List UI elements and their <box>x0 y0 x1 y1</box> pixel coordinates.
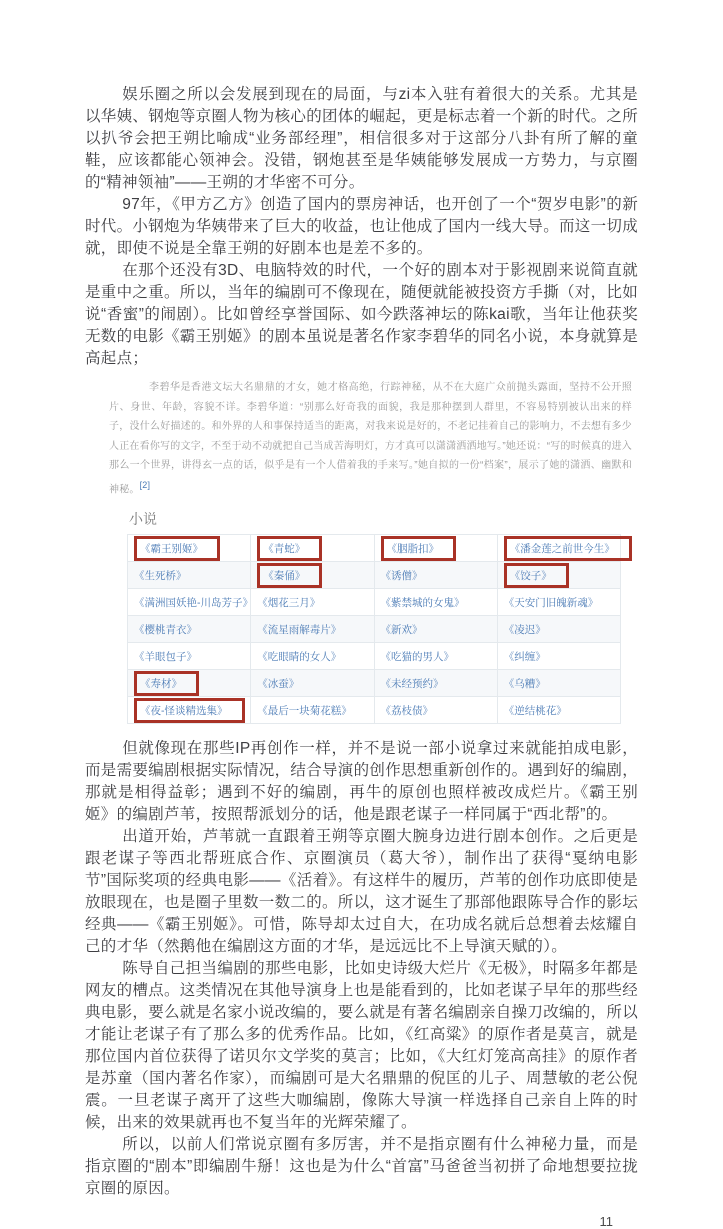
quote-text: 李碧华是香港文坛大名鼎鼎的才女，她才格高绝，行踪神秘，从不在大庭广众前抛头露面，坚持不公开照片、身世、年龄，容貌不详。李碧华道：“别那么好奇我的面貌，我是那种摆到人群里，不容易特别被认出来的样子，没什么好描述的。和外界的人和事保持适当的距离，对我来说是好的，不老记挂着自己的影响力，不去想有多少人正在看你写的文字，不至于动不动就把自己当成苦海明灯，方才真可以潇潇洒洒地写。”她还说：“写的时候真的进入那么一个世界，讲得玄一点的话，似乎是有一个人借着我的手来写。”她自拟的一份“档案”，展示了她的潇洒、幽默和神秘。 <box>109 382 632 495</box>
novel-cell <box>128 616 251 643</box>
novel-link[interactable]: 《逆结桃花》 <box>503 704 567 717</box>
quote-block <box>109 378 632 499</box>
novel-cell <box>374 562 497 589</box>
page-number: 11 <box>599 1214 613 1229</box>
novel-link[interactable]: 《纠缠》 <box>503 650 546 663</box>
novel-link[interactable]: 《羊眼包子》 <box>134 650 197 663</box>
novel-link-highlighted[interactable]: 《霸王别姬》 <box>134 536 220 561</box>
novel-cell <box>251 535 374 562</box>
novel-link[interactable]: 《荔枝债》 <box>380 704 433 717</box>
novel-cell <box>497 589 620 616</box>
novel-link[interactable]: 《最后一块菊花糕》 <box>257 704 352 717</box>
paragraph-6: 陈导自己担当编剧的那些电影，比如史诗级大烂片《无极》，时隔多年都是网友的槽点。这类情况在其他导演身上也是能看到的，比如老谋子早年的那些经典电影，要么就是名家小说改编的，要么就是有著名编剧亲自操刀改编的，所以才能让老谋子有了那么多的优秀作品。比如，《红高粱》的原作者是莫言，就是那位国内首位获得了诺贝尔文学奖的莫言；比如，《大红灯笼高高挂》的原作者是苏童（国内著名作家），而编剧可是大名鼎鼎的倪匡的儿子、周慧敏的老公倪震。一旦老谋子离开了这些大咖编剧，像陈大导演一样选择自己亲自上阵的时候，出来的效果就再也不复当年的光辉荣耀了。 <box>85 960 639 1132</box>
novel-cell <box>251 670 374 697</box>
novel-cell <box>497 670 620 697</box>
novel-cell <box>128 562 251 589</box>
novel-link-highlighted[interactable]: 《潘金莲之前世今生》 <box>504 536 632 561</box>
novel-link-highlighted[interactable]: 《秦俑》 <box>257 563 322 588</box>
paragraph-3: 在那个还没有3D、电脑特效的时代，一个好的剧本对于影视剧来说简直就是重中之重。所以，当年的编剧可不像现在，随便就能被投资方手撕（对，比如说“香蜜”的闹剧）。比如曾经享誉国际、如今跌落神坛的陈kai歌，当年让他获奖无数的电影《霸王别姬》的剧本虽说是著名作家李碧华的同名小说，本身就算是高起点； <box>85 262 639 367</box>
novel-cell <box>251 562 374 589</box>
novel-link[interactable]: 《乌糟》 <box>503 677 546 690</box>
novel-link-highlighted[interactable]: 《胭脂扣》 <box>381 536 457 561</box>
novel-link[interactable]: 《新欢》 <box>380 623 423 636</box>
novel-cell <box>374 670 497 697</box>
novel-link[interactable]: 《吃猫的男人》 <box>380 650 454 663</box>
novel-cell <box>497 535 620 562</box>
novels-table <box>127 534 621 724</box>
paragraph-7: 所以，以前人们常说京圈有多厉害，并不是指京圈有什么神秘力量，而是指京圈的“剧本”即编剧牛掰！这也是为什么“首富”马爸爸当初拼了命地想要拉拢京圈的原因。 <box>85 1136 638 1198</box>
novel-cell <box>497 697 620 724</box>
novels-table-section <box>127 509 638 724</box>
novel-link-highlighted[interactable]: 《饺子》 <box>504 563 569 588</box>
paragraph-2: 97年，《甲方乙方》创造了国内的票房神话，也开创了一个“贺岁电影”的新时代。小钢炮为华姨带来了巨大的收益，也让他成了国内一线大导。而这一切成就，即使不说是全靠王朔的好剧本也是差不多的。 <box>85 196 639 257</box>
novel-cell <box>128 535 251 562</box>
table-row <box>128 535 621 562</box>
novel-cell <box>251 589 374 616</box>
novel-cell <box>128 643 251 670</box>
novel-cell <box>128 589 251 616</box>
novel-cell <box>128 670 251 697</box>
table-row <box>128 697 621 724</box>
novel-link[interactable]: 《冰蚕》 <box>257 677 300 690</box>
table-title: 小说 <box>129 511 157 528</box>
novel-link[interactable]: 《天安门旧魄新魂》 <box>503 596 599 609</box>
novel-cell <box>251 643 374 670</box>
novel-cell <box>374 535 497 562</box>
novel-link[interactable]: 《樱桃青衣》 <box>134 623 197 636</box>
novel-cell <box>497 643 620 670</box>
novel-cell <box>251 616 374 643</box>
paragraph-4: 但就像现在那些IP再创作一样，并不是说一部小说拿过来就能拍成电影，而是需要编剧根据实际情况，结合导演的创作思想重新创作的。遇到好的编剧，那就是相得益彰；遇到不好的编剧，再牛的原创也照样被改成烂片。《霸王别姬》的编剧芦苇，按照帮派划分的话，他是跟老谋子一样同属于“西北帮”的。 <box>85 740 639 824</box>
table-row <box>128 562 621 589</box>
novel-cell <box>374 616 497 643</box>
novel-link[interactable]: 《烟花三月》 <box>257 596 321 609</box>
novel-cell <box>374 643 497 670</box>
novel-link[interactable]: 《诱僧》 <box>380 569 423 582</box>
novel-link[interactable]: 《未经预约》 <box>380 677 444 690</box>
novel-link[interactable]: 《生死桥》 <box>134 569 187 582</box>
novel-cell <box>497 562 620 589</box>
novel-link[interactable]: 《凌迟》 <box>503 623 546 636</box>
novel-link[interactable]: 《流星雨解毒片》 <box>257 623 342 636</box>
paragraph-1: 娱乐圈之所以会发展到现在的局面，与zi本入驻有着很大的关系。尤其是以华姨、钢炮等京圈人物为核心的团体的崛起，更是标志着一个新的时代。之所以扒爷会把王朔比喻成“业务部经理”，相信很多对于这部分八卦有所了解的童鞋，应该都能心领神会。没错，钢炮甚至是华姨能够发展成一方势力，与京圈的“精神领袖”——王朔的才华密不可分。 <box>85 86 639 191</box>
table-row <box>128 643 621 670</box>
novel-cell <box>497 616 620 643</box>
novel-link[interactable]: 《吃眼睛的女人》 <box>257 650 342 663</box>
novel-link-highlighted[interactable]: 《寿材》 <box>134 671 199 696</box>
paragraph-5: 出道开始，芦苇就一直跟着王朔等京圈大腕身边进行剧本创作。之后更是跟老谋子等西北帮班底合作、京圈演员（葛大爷），制作出了获得“戛纳电影节”国际奖项的经典电影——《活着》。有这样牛的履历，芦苇的创作功底即使是放眼现在，也是圈子里数一数二的。所以，这才诞生了那部他跟陈导合作的影坛经典——《霸王别姬》。可惜，陈导却太过自大，在功成名就后总想着去炫耀自己的才华（然鹅他在编剧这方面的才华，是远远比不上导演天赋的）。 <box>85 828 639 956</box>
table-row <box>128 589 621 616</box>
novel-cell <box>374 697 497 724</box>
novel-cell <box>374 589 497 616</box>
novel-link[interactable]: 《紫禁城的女鬼》 <box>380 596 465 609</box>
citation-ref[interactable]: [2] <box>139 479 151 490</box>
table-row <box>128 616 621 643</box>
table-row <box>128 670 621 697</box>
novel-cell <box>128 697 251 724</box>
novel-link-highlighted[interactable]: 《夜-怪谈精选集》 <box>134 698 245 723</box>
novel-cell <box>251 697 374 724</box>
novel-link[interactable]: 《满洲国妖艳-川岛芳子》 <box>134 596 253 609</box>
novel-link-highlighted[interactable]: 《青蛇》 <box>257 536 322 561</box>
